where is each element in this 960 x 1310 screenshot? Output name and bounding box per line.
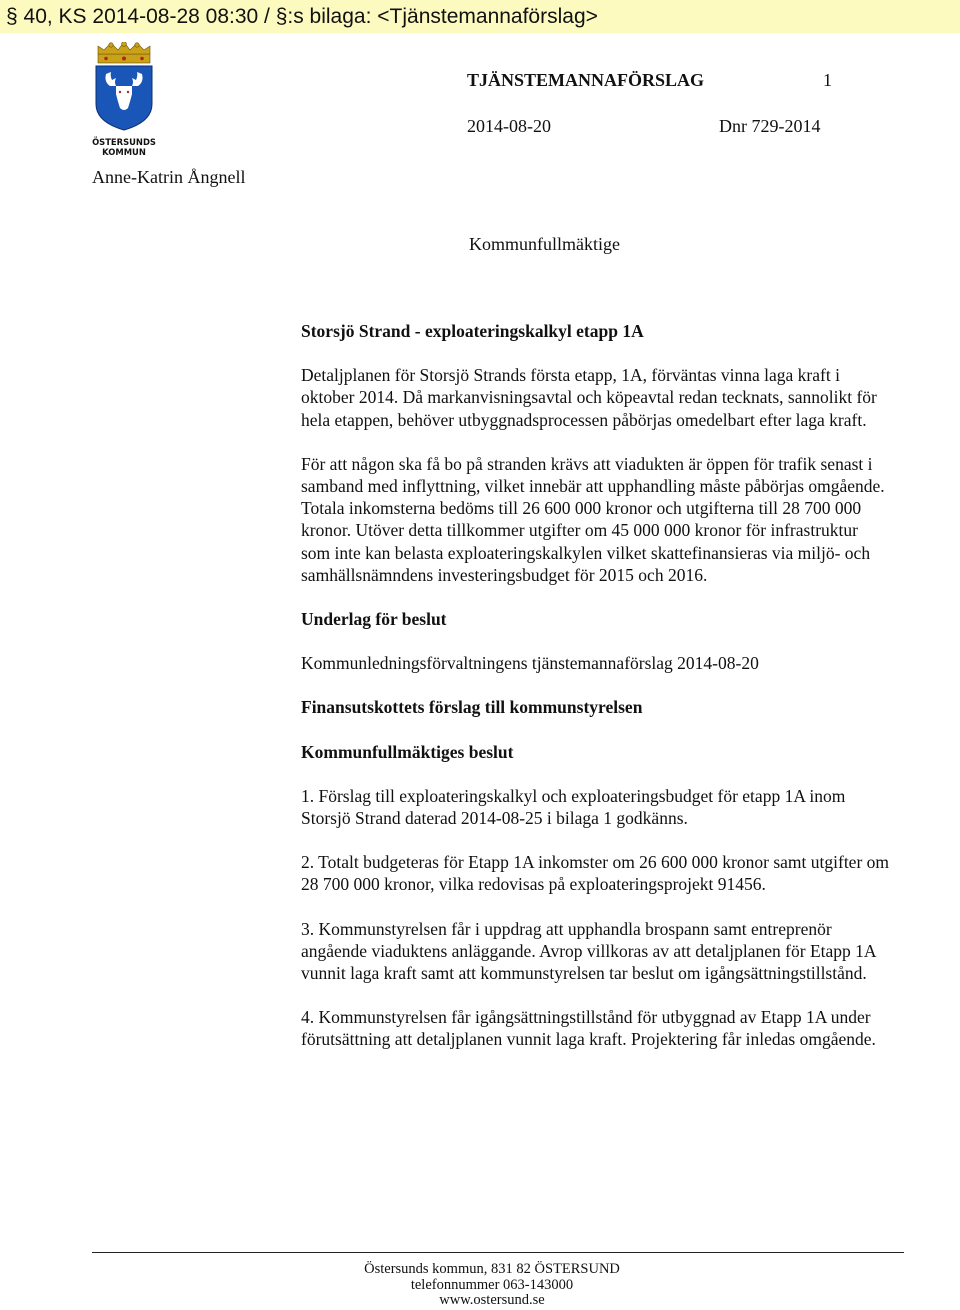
document-title: Storsjö Strand - exploateringskalkyl etapp 1A bbox=[301, 321, 644, 341]
crest-icon bbox=[92, 42, 156, 160]
logo-line-2: KOMMUN bbox=[102, 147, 146, 157]
decision-3: 3. Kommunstyrelsen får i uppdrag att upphandla brospann samt entreprenör angående viaduktens anläggande. Avrop villkoras av att detaljplanen för Etapp 1A vunnit laga kraft samt att kommunstyrelsen tar beslut om igångsättningstillstånd. bbox=[301, 918, 876, 984]
finans-heading: Finansutskottets förslag till kommunstyrelsen bbox=[301, 697, 643, 718]
footer-phone: telefonnummer 063-143000 bbox=[410, 1276, 574, 1293]
recipient: Kommunfullmäktige bbox=[469, 234, 620, 254]
decision-2: 2. Totalt budgeteras för Etapp 1A inkomster om 26 600 000 kronor samt utgifter om 28 700 000 kronor, vilka redovisas på exploateringsprojekt 91456. bbox=[301, 852, 890, 895]
beslut-heading: Kommunfullmäktiges beslut bbox=[301, 741, 514, 762]
footer-address: Östersunds kommun, 831 82 ÖSTERSUND bbox=[364, 1261, 620, 1277]
paragraph-2: För att någon ska få bo på stranden krävs att viadukten är öppen för trafik senast i samband med inflyttning, vilket innebär att upphandling måste påbörjas omgående. Totala inkomsterna bedöms till 26 600 000 kronor och utgifterna till 28 700 000 kronor. Utöver detta tillkommer utgifter om 45 000 000 kronor för infrastruktur som inte kan belasta exploateringskalkylen vilket skattefinansieras via miljö- och samhällsnämndens investeringsbudget för 2015 och 2016. bbox=[301, 453, 885, 585]
document-number: Dnr 729-2014 bbox=[719, 116, 821, 136]
banner-text: § 40, KS 2014-08-28 08:30 / §:s bilaga: <Tjänstemannaförslag> bbox=[6, 5, 598, 28]
attachment-banner bbox=[0, 0, 960, 33]
decision-4: 4. Kommunstyrelsen får igångsättningstillstånd för utbyggnad av Etapp 1A under förutsättning att detaljplanen vunnit laga kraft. Projektering får inledas omgående. bbox=[301, 1007, 876, 1050]
footer-divider bbox=[92, 1252, 904, 1253]
page-number: 1 bbox=[823, 70, 832, 90]
underlag-heading: Underlag för beslut bbox=[301, 609, 447, 630]
footer bbox=[0, 1262, 960, 1309]
document-date: 2014-08-20 bbox=[467, 116, 551, 136]
underlag-text: Kommunledningsförvaltningens tjänstemannaförslag 2014-08-20 bbox=[301, 653, 759, 674]
author-name: Anne-Katrin Ångnell bbox=[92, 167, 246, 187]
document-body bbox=[301, 320, 891, 1051]
document-type: TJÄNSTEMANNAFÖRSLAG bbox=[467, 70, 705, 90]
footer-website: www.ostersund.se bbox=[439, 1292, 545, 1309]
paragraph-1: Detaljplanen för Storsjö Strands första etapp, 1A, förväntas vinna laga kraft i oktober 2014. Då markanvisningsavtal och köpeavtal redan tecknats, sannolikt för hela etappen, behöver utbyggnadsprocessen påbörjas omedelbart efter laga kraft. bbox=[301, 365, 877, 430]
logo-line-1: ÖSTERSUNDS bbox=[92, 137, 156, 147]
decision-1: 1. Förslag till exploateringskalkyl och exploateringsbudget för etapp 1A inom Storsjö Strand daterad 2014-08-25 i bilaga 1 godkänns. bbox=[301, 785, 846, 829]
